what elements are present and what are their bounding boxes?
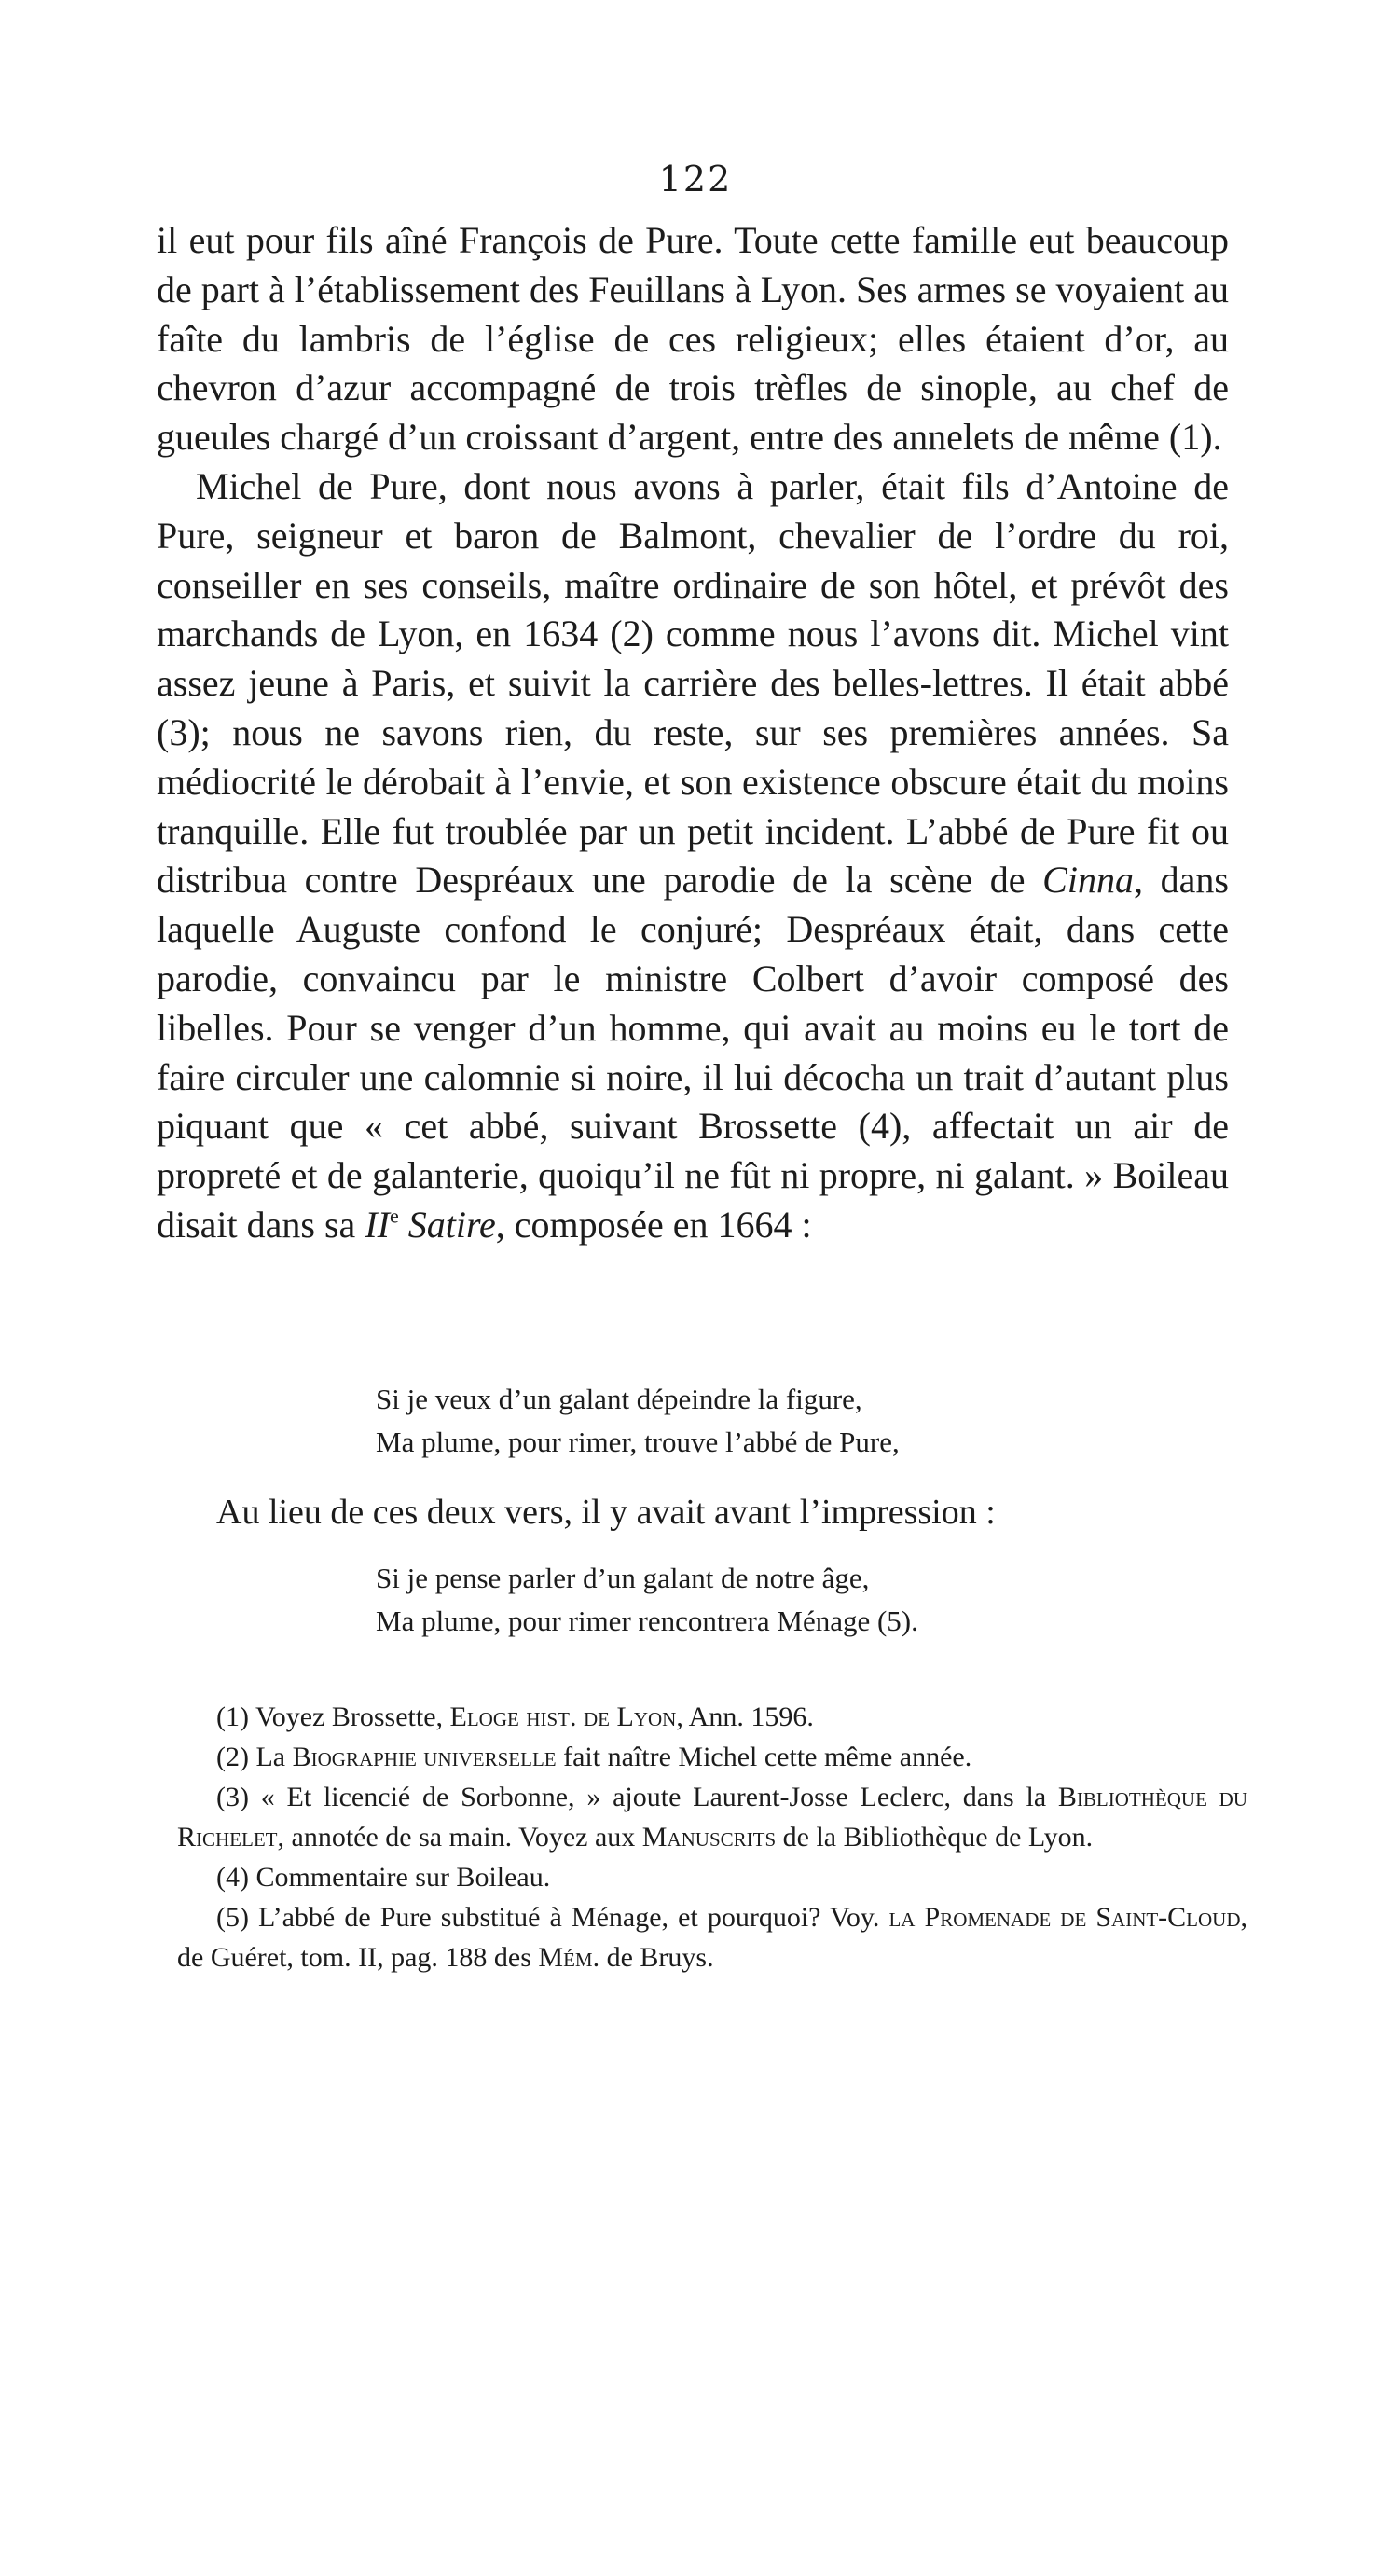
satire-number: II — [365, 1203, 390, 1246]
satire-word: Satire — [407, 1203, 496, 1246]
footnote-4 — [177, 1857, 1247, 1897]
footnote-3-text: (3) « Et licencié de Sorbonne, » ajoute Laurent-Josse Leclerc, dans la — [216, 1782, 1058, 1812]
footnote-5-mem: Mém. — [538, 1942, 600, 1973]
footnote-5-title: la Promenade de Saint-Cloud — [888, 1902, 1241, 1933]
footnote-5-tail: de Bruys. — [599, 1942, 714, 1973]
footnote-5 — [177, 1897, 1247, 1977]
footnote-3-manuscrits: Manuscrits — [641, 1822, 777, 1853]
footnote-3-middle: , annotée de sa main. Voyez aux — [277, 1822, 642, 1853]
intro-line: Au lieu de ces deux vers, il y avait avant l’impression : — [216, 1493, 996, 1532]
paragraph-2-part-3: , composée en 1664 : — [495, 1203, 812, 1246]
verse-line: Si je veux d’un galant dépeindre la figure, — [376, 1383, 862, 1415]
footnote-2-tail: fait naître Michel cette même année. — [556, 1742, 972, 1772]
footnote-1 — [177, 1697, 1247, 1737]
footnote-1-title: Eloge hist. de Lyon — [449, 1701, 677, 1732]
cinna-title: Cinna — [1042, 859, 1134, 902]
footnote-2 — [177, 1737, 1247, 1777]
footnote-3-title: Bibliothèque du Richelet — [177, 1782, 1247, 1853]
main-text — [157, 216, 1229, 1250]
footnotes — [177, 1697, 1247, 1977]
footnote-3-tail: de la Bibliothèque de Lyon. — [776, 1822, 1094, 1853]
page-number: 122 — [658, 158, 733, 200]
paragraph-2-part-2: , dans laquelle Auguste confond le conjuré; Despréaux était, dans cette parodie, convaincu par le ministre Colbert d’avoir composé des libelles. Pour se venger d’un homme, qui avait au moins eu le tort de faire circuler une calomnie si noire, il lui décocha un trait d’autant plus piquant que « cet abbé, suivant Brossette (4), affectait un air de propreté et de galanterie, quoiqu’il ne fût ni propre, ni galant. » Boileau disait dans sa — [157, 859, 1229, 1246]
verse-quote-1 — [376, 1378, 900, 1464]
paragraph-2-part-1: Michel de Pure, dont nous avons à parler, était fils d’Antoine de Pure, seigneur et baron de Balmont, chevalier de l’ordre du roi, conseiller en ses conseils, maître ordinaire de son hôtel, et prévôt des marchands de Lyon, en 1634 (2) comme nous l’avons dit. Michel vint assez jeune à Paris, et suivit la carrière des belles-lettres. Il était abbé (3); nous ne savons rien, du reste, sur ses premières années. Sa médiocrité le dérobait à l’envie, et son existence obscure était du moins tranquille. Elle fut troublée par un petit incident. L’abbé de Pure fit ou distribua contre Despréaux une parodie de la scène de — [157, 464, 1229, 902]
verse-quote-2 — [376, 1557, 918, 1643]
paragraph-1: il eut pour fils aîné François de Pure. Toute cette famille eut beaucoup de part à l’établissement des Feuillans à Lyon. Ses armes se voyaient au faîte du lambris de l’église de ces religieux; elles étaient d’or, au chevron d’azur accompagné de trois trèfles de sinople, au chef de gueules chargé d’un croissant d’argent, entre des annelets de même (1). — [157, 219, 1229, 459]
footnote-4-text: (4) Commentaire sur Boileau. — [216, 1862, 551, 1893]
paragraph-2 — [157, 462, 1229, 1250]
verse-line: Ma plume, pour rimer rencontrera Ménage (5). — [376, 1605, 918, 1637]
verse-line: Ma plume, pour rimer, trouve l’abbé de Pure, — [376, 1426, 900, 1458]
verse-line: Si je pense parler d’un galant de notre âge, — [376, 1562, 870, 1594]
satire-superscript: e — [389, 1204, 399, 1228]
footnote-2-title: Biographie universelle — [292, 1742, 557, 1772]
footnote-1-tail: , Ann. 1596. — [676, 1701, 814, 1732]
footnote-5-middle: , de Guéret, tom. II, pag. 188 des — [177, 1902, 1248, 1973]
footnote-5-text: (5) L’abbé de Pure substitué à Ménage, et pourquoi? Voy. — [216, 1902, 889, 1933]
footnote-2-text: (2) La — [216, 1742, 293, 1772]
footnote-3 — [177, 1777, 1247, 1857]
footnote-1-text: (1) Voyez Brossette, — [216, 1701, 450, 1732]
